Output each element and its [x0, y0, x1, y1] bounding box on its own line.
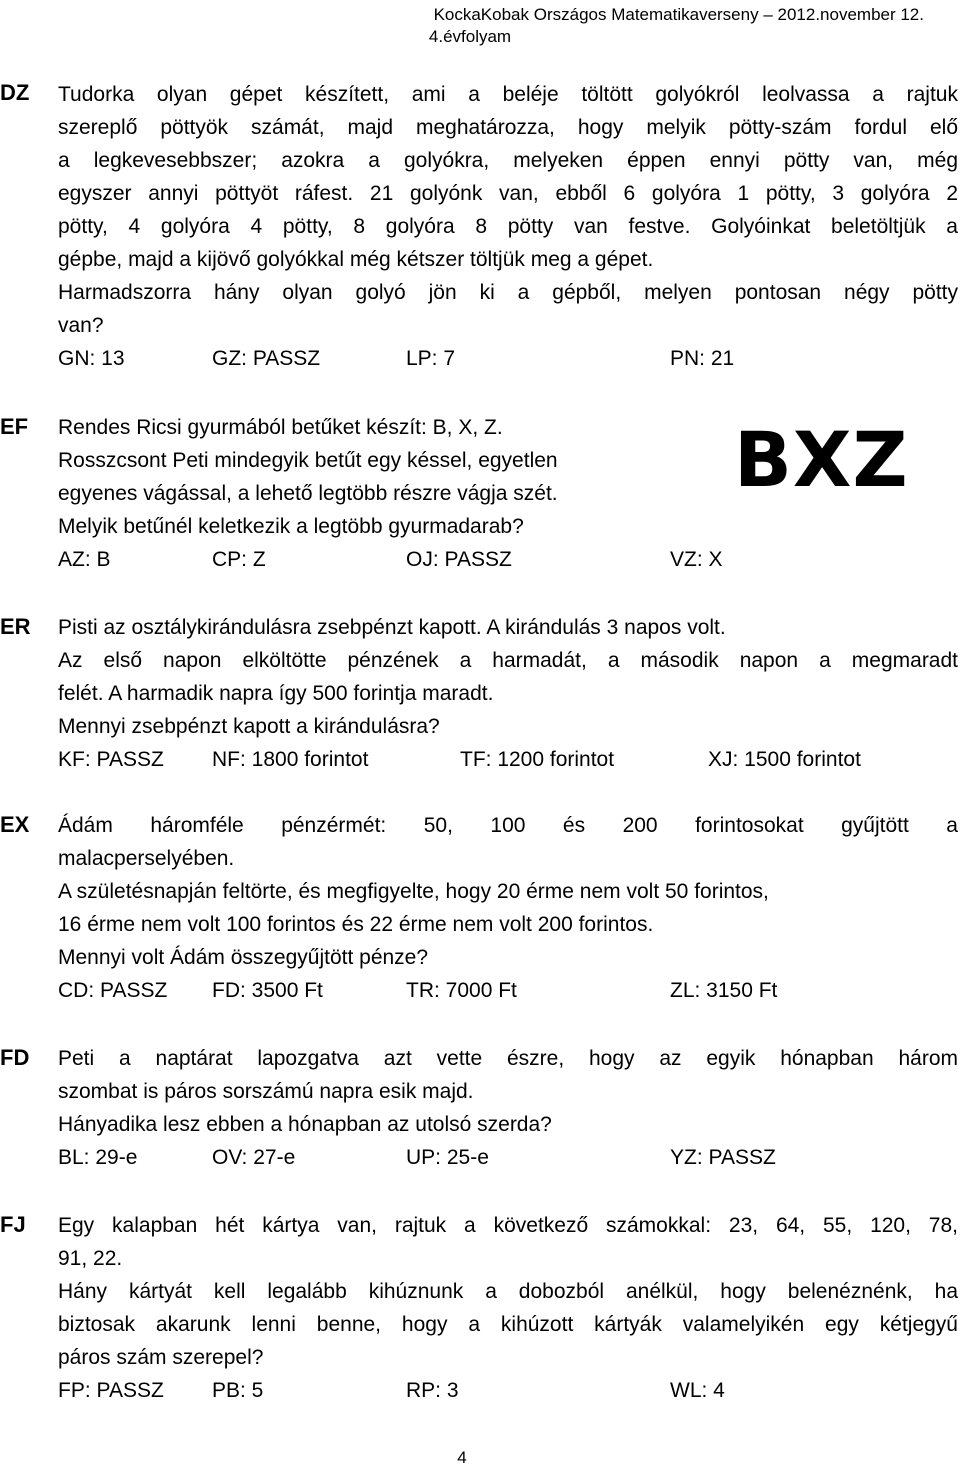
problem-line: Mennyi zsebpénzt kapott a kirándulásra? — [58, 715, 440, 738]
clay-letters-figure: BXZ — [734, 415, 909, 504]
problem-code: EF — [0, 414, 29, 439]
problem-line: egyenes vágással, a lehető legtöbb részre vágja szét. — [58, 482, 558, 505]
problem-line: van? — [58, 314, 104, 337]
problem-line: Ádám háromféle pénzérmét: 50, 100 és 200 forintosokat gyűjtött a — [58, 814, 958, 837]
problem-line: Az első napon elköltötte pénzének a harmadát, a második napon a megmaradt — [58, 649, 958, 672]
answer-option: LP: 7 — [406, 347, 456, 370]
answer-option: VZ: X — [670, 548, 723, 571]
answer-option: OJ: PASSZ — [406, 548, 512, 571]
problem-line: Peti a naptárat lapozgatva azt vette észre, hogy az egyik hónapban három — [58, 1047, 958, 1070]
problem-line: 91, 22. — [58, 1247, 123, 1270]
answer-option: AZ: B — [58, 548, 111, 571]
problem-dz — [58, 78, 958, 375]
problem-code: FJ — [0, 1212, 26, 1237]
problem-line: a legkevesebbszer; azokra a golyókra, melyeken éppen ennyi pötty van, még — [58, 149, 958, 172]
answer-option: WL: 4 — [670, 1379, 725, 1402]
problem-line: Rosszcsont Peti mindegyik betűt egy késsel, egyetlen — [58, 449, 558, 472]
problem-line: páros szám szerepel? — [58, 1346, 264, 1369]
answer-option: TR: 7000 Ft — [406, 979, 517, 1002]
answer-option: NF: 1800 forintot — [212, 748, 369, 771]
answer-option: TF: 1200 forintot — [460, 748, 615, 771]
problem-line: Hány kártyát kell legalább kihúznunk a dobozból anélkül, hogy belenéznénk, ha — [58, 1280, 958, 1303]
answer-option: KF: PASSZ — [58, 748, 164, 771]
problem-line: szombat is páros sorszámú napra esik majd. — [58, 1080, 474, 1103]
problem-line: Harmadszorra hány olyan golyó jön ki a gépből, melyen pontosan négy pötty — [58, 281, 958, 304]
problem-line: pötty, 4 golyóra 4 pötty, 8 golyóra 8 pötty van festve. Golyóinkat beletöltjük a — [58, 215, 958, 238]
problem-line: gépbe, majd a kijövő golyókkal még kétszer töltjük meg a gépet. — [58, 248, 654, 271]
answer-option: XJ: 1500 forintot — [708, 748, 861, 771]
problem-ef — [58, 411, 723, 576]
problem-code: FD — [0, 1045, 30, 1070]
answer-option: FP: PASSZ — [58, 1379, 164, 1402]
problem-line: A születésnapján feltörte, és megfigyelte, hogy 20 érme nem volt 50 forintos, — [58, 880, 769, 903]
answer-options — [58, 743, 958, 776]
answer-options — [58, 543, 723, 576]
answer-option: GZ: PASSZ — [212, 347, 321, 370]
answer-option: YZ: PASSZ — [670, 1146, 776, 1169]
page-header — [0, 4, 924, 48]
problem-line: Pisti az osztálykirándulásra zsebpénzt kapott. A kirándulás 3 napos volt. — [58, 616, 726, 639]
problem-code: EX — [0, 812, 30, 837]
problem-ex — [58, 809, 958, 1007]
problem-line: 16 érme nem volt 100 forintos és 22 érme nem volt 200 forintos. — [58, 913, 654, 936]
answer-option: OV: 27-e — [212, 1146, 296, 1169]
answer-option: RP: 3 — [406, 1379, 459, 1402]
problem-line: Mennyi volt Ádám összegyűjtött pénze? — [58, 946, 429, 969]
answer-option: BL: 29-e — [58, 1146, 138, 1169]
answer-option: PN: 21 — [670, 347, 735, 370]
problem-line: malacperselyében. — [58, 847, 235, 870]
answer-options — [58, 342, 958, 375]
problem-line: Hányadika lesz ebben a hónapban az utolsó szerda? — [58, 1113, 552, 1136]
page-number: 4 — [457, 1448, 467, 1467]
problem-line: felét. A harmadik napra így 500 forintja maradt. — [58, 682, 494, 705]
problem-fd — [58, 1042, 958, 1174]
problem-line: szereplő pöttyök számát, majd meghatározza, hogy melyik pötty-szám fordul elő — [58, 116, 958, 139]
competition-title: KockaKobak Országos Matematikaverseny – 2012.november 12. — [433, 5, 924, 24]
problem-fj — [58, 1209, 958, 1407]
answer-option: PB: 5 — [212, 1379, 264, 1402]
problem-line: Tudorka olyan gépet készített, ami a beléje töltött golyókról leolvassa a rajtuk — [58, 83, 958, 106]
problem-line: Egy kalapban hét kártya van, rajtuk a következő számokkal: 23, 64, 55, 120, 78, — [58, 1214, 958, 1237]
answer-options — [58, 1141, 958, 1174]
answer-option: CP: Z — [212, 548, 266, 571]
answer-options — [58, 1374, 958, 1407]
answer-option: ZL: 3150 Ft — [670, 979, 778, 1002]
problem-code: ER — [0, 614, 31, 639]
problem-line: egyszer annyi pöttyöt ráfest. 21 golyónk van, ebből 6 golyóra 1 pötty, 3 golyóra 2 — [58, 182, 958, 205]
problem-er — [58, 611, 958, 776]
answer-option: CD: PASSZ — [58, 979, 168, 1002]
problem-code: DZ — [0, 80, 30, 105]
grade-label: 4.évfolyam — [428, 27, 512, 46]
problem-line: biztosak akarunk lenni benne, hogy a kihúzott kártyák valamelyikén egy kétjegyű — [58, 1313, 958, 1336]
problem-line: Rendes Ricsi gyurmából betűket készít: B, X, Z. — [58, 416, 503, 439]
answer-option: GN: 13 — [58, 347, 125, 370]
answer-option: FD: 3500 Ft — [212, 979, 323, 1002]
problem-line: Melyik betűnél keletkezik a legtöbb gyurmadarab? — [58, 515, 524, 538]
answer-options — [58, 974, 958, 1007]
answer-option: UP: 25-e — [406, 1146, 489, 1169]
